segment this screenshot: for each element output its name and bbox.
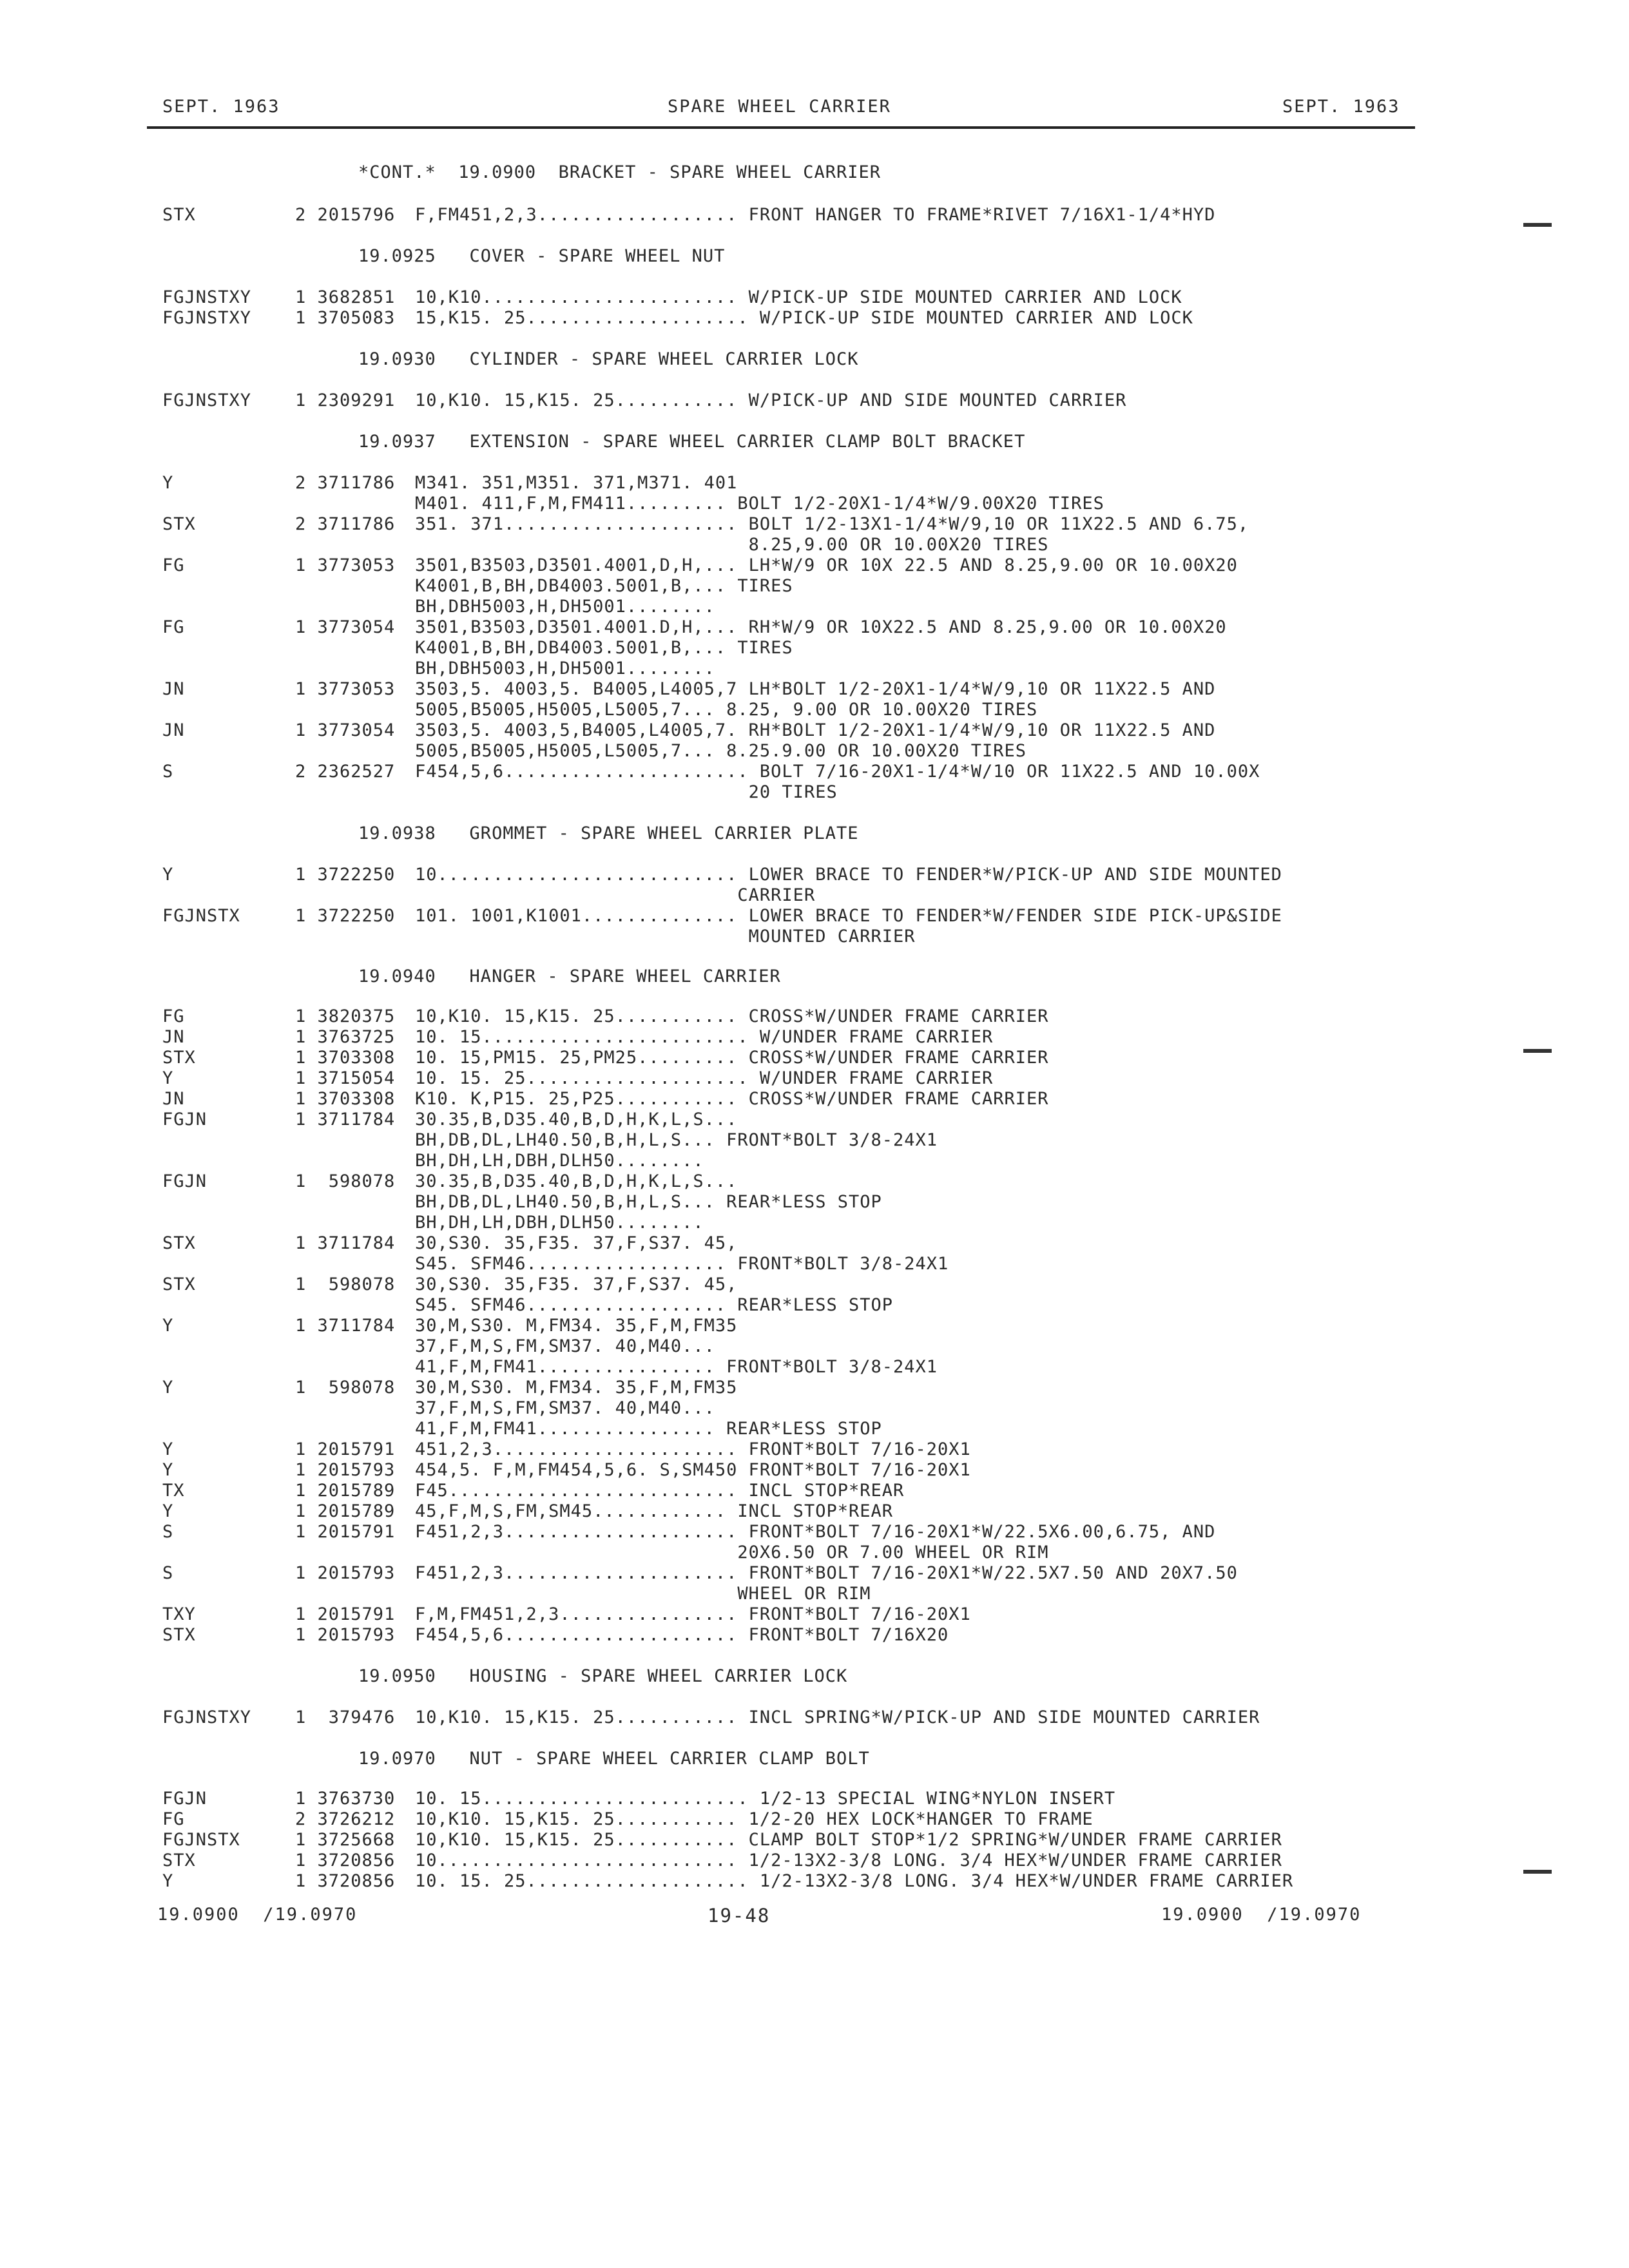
qty-part-number: 2 3711786	[295, 514, 396, 534]
section-heading: 19.0950 HOUSING - SPARE WHEEL CARRIER LOCK	[358, 1666, 848, 1686]
qty-part-number: 1 3773053	[295, 679, 396, 699]
part-description: S45. SFM46.................. REAR*LESS STOP	[415, 1295, 893, 1315]
part-description: MOUNTED CARRIER	[415, 927, 916, 947]
model-code: STX	[162, 514, 196, 534]
model-code: TX	[162, 1481, 185, 1501]
part-description: 3503,5. 4003,5. B4005,L4005,7 LH*BOLT 1/2-20X1-1/4*W/9,10 OR 11X22.5 AND	[415, 679, 1216, 699]
section-heading: 19.0925 COVER - SPARE WHEEL NUT	[358, 246, 726, 266]
model-code: Y	[162, 1460, 174, 1480]
model-code: FGJNSTX	[162, 906, 240, 926]
model-code: STX	[162, 1274, 196, 1294]
part-description: BH,DB,DL,LH40.50,B,H,L,S... FRONT*BOLT 3/8-24X1	[415, 1130, 938, 1150]
part-description: 10. 15. 25.................... 1/2-13X2-3/8 LONG. 3/4 HEX*W/UNDER FRAME CARRIER	[415, 1871, 1294, 1891]
qty-part-number: 1 3763725	[295, 1027, 396, 1047]
part-description: 3501,B3503,D3501.4001.D,H,... RH*W/9 OR 10X22.5 AND 8.25,9.00 OR 10.00X20	[415, 617, 1227, 637]
qty-part-number: 1 3773054	[295, 720, 396, 740]
qty-part-number: 1 3711784	[295, 1316, 396, 1336]
qty-part-number: 1 3703308	[295, 1048, 396, 1068]
part-description: 30,S30. 35,F35. 37,F,S37. 45,	[415, 1233, 738, 1253]
header-date-left: SEPT. 1963	[162, 97, 280, 117]
qty-part-number: 2 2015796	[295, 205, 396, 225]
qty-part-number: 1 3773053	[295, 555, 396, 575]
part-description: BH,DB,DL,LH40.50,B,H,L,S... REAR*LESS STOP	[415, 1192, 882, 1212]
part-description: F454,5,6..................... FRONT*BOLT 7/16X20	[415, 1625, 949, 1645]
model-code: STX	[162, 1625, 196, 1645]
model-code: Y	[162, 1316, 174, 1336]
part-description: 30.35,B,D35.40,B,D,H,K,L,S...	[415, 1110, 738, 1129]
model-code: FGJN	[162, 1110, 207, 1129]
qty-part-number: 1 3711784	[295, 1110, 396, 1129]
part-description: 30,M,S30. M,FM34. 35,F,M,FM35	[415, 1316, 738, 1336]
part-description: CARRIER	[415, 885, 816, 905]
model-code: Y	[162, 1439, 174, 1459]
qty-part-number: 1 3725668	[295, 1830, 396, 1850]
part-description: BH,DBH5003,H,DH5001........	[415, 658, 715, 678]
model-code: FG	[162, 617, 185, 637]
margin-mark	[1523, 1870, 1552, 1874]
qty-part-number: 1 3682851	[295, 287, 396, 307]
qty-part-number: 1 2015793	[295, 1460, 396, 1480]
section-heading: 19.0970 NUT - SPARE WHEEL CARRIER CLAMP BOLT	[358, 1749, 870, 1769]
part-description: 10. 15........................ W/UNDER FRAME CARRIER	[415, 1027, 994, 1047]
qty-part-number: 1 3705083	[295, 308, 396, 328]
part-description: 45,F,M,S,FM,SM45............ INCL STOP*REAR	[415, 1501, 893, 1521]
part-description: BH,DH,LH,DBH,DLH50........	[415, 1151, 704, 1171]
page-number: 19-48	[708, 1905, 771, 1927]
model-code: FG	[162, 1006, 185, 1026]
part-description: M401. 411,F,M,FM411......... BOLT 1/2-20X1-1/4*W/9.00X20 TIRES	[415, 494, 1104, 514]
part-description: K4001,B,BH,DB4003.5001,B,... TIRES	[415, 638, 793, 658]
part-description: 10........................... LOWER BRACE TO FENDER*W/PICK-UP AND SIDE MOUNTED	[415, 865, 1282, 885]
model-code: STX	[162, 205, 196, 225]
qty-part-number: 1 2015789	[295, 1501, 396, 1521]
part-description: 5005,B5005,H5005,L5005,7... 8.25, 9.00 OR 10.00X20 TIRES	[415, 700, 1038, 720]
qty-part-number: 1 598078	[295, 1274, 396, 1294]
model-code: STX	[162, 1048, 196, 1068]
qty-part-number: 1 3720856	[295, 1871, 396, 1891]
qty-part-number: 1 3722250	[295, 865, 396, 885]
model-code: FG	[162, 555, 185, 575]
section-heading: 19.0940 HANGER - SPARE WHEEL CARRIER	[358, 966, 781, 986]
part-description: 101. 1001,K1001.............. LOWER BRACE TO FENDER*W/FENDER SIDE PICK-UP&SIDE	[415, 906, 1282, 926]
qty-part-number: 1 3722250	[295, 906, 396, 926]
part-description: 10. 15,PM15. 25,PM25......... CROSS*W/UNDER FRAME CARRIER	[415, 1048, 1049, 1068]
part-description: 10,K10. 15,K15. 25........... INCL SPRING*W/PICK-UP AND SIDE MOUNTED CARRIER	[415, 1707, 1260, 1727]
part-description: M341. 351,M351. 371,M371. 401	[415, 473, 738, 493]
part-description: F,FM451,2,3.................. FRONT HANGER TO FRAME*RIVET 7/16X1-1/4*HYD	[415, 205, 1216, 225]
model-code: FGJNSTXY	[162, 1707, 252, 1727]
qty-part-number: 1 3773054	[295, 617, 396, 637]
part-description: 10,K10. 15,K15. 25........... 1/2-20 HEX LOCK*HANGER TO FRAME	[415, 1809, 1094, 1829]
qty-part-number: 1 379476	[295, 1707, 396, 1727]
qty-part-number: 1 598078	[295, 1171, 396, 1191]
part-description: F451,2,3..................... FRONT*BOLT 7/16-20X1*W/22.5X6.00,6.75, AND	[415, 1522, 1216, 1542]
qty-part-number: 1 3820375	[295, 1006, 396, 1026]
qty-part-number: 2 3711786	[295, 473, 396, 493]
model-code: JN	[162, 1027, 185, 1047]
model-code: Y	[162, 1068, 174, 1088]
part-description: 451,2,3...................... FRONT*BOLT 7/16-20X1	[415, 1439, 971, 1459]
model-code: Y	[162, 473, 174, 493]
model-code: Y	[162, 1378, 174, 1398]
part-description: 10........................... 1/2-13X2-3/8 LONG. 3/4 HEX*W/UNDER FRAME CARRIER	[415, 1850, 1282, 1870]
qty-part-number: 1 3703308	[295, 1089, 396, 1109]
model-code: Y	[162, 1501, 174, 1521]
model-code: Y	[162, 1871, 174, 1891]
model-code: STX	[162, 1850, 196, 1870]
part-description: 10,K10. 15,K15. 25........... CROSS*W/UNDER FRAME CARRIER	[415, 1006, 1049, 1026]
margin-mark	[1523, 1049, 1552, 1053]
part-description: 30,S30. 35,F35. 37,F,S37. 45,	[415, 1274, 738, 1294]
header-rule	[147, 126, 1415, 129]
qty-part-number: 1 2015791	[295, 1439, 396, 1459]
part-description: F45.......................... INCL STOP*REAR	[415, 1481, 905, 1501]
footer-range-left: 19.0900 /19.0970	[157, 1905, 358, 1925]
part-description: 10,K10. 15,K15. 25........... CLAMP BOLT STOP*1/2 SPRING*W/UNDER FRAME CARRIER	[415, 1830, 1282, 1850]
model-code: S	[162, 762, 174, 782]
qty-part-number: 1 2309291	[295, 390, 396, 410]
part-description: 5005,B5005,H5005,L5005,7... 8.25.9.00 OR 10.00X20 TIRES	[415, 741, 1027, 761]
margin-mark	[1523, 223, 1552, 227]
model-code: S	[162, 1522, 174, 1542]
part-description: 3503,5. 4003,5,B4005,L4005,7. RH*BOLT 1/2-20X1-1/4*W/9,10 OR 11X22.5 AND	[415, 720, 1216, 740]
qty-part-number: 1 3715054	[295, 1068, 396, 1088]
part-description: 30.35,B,D35.40,B,D,H,K,L,S...	[415, 1171, 738, 1191]
part-description: K10. K,P15. 25,P25........... CROSS*W/UNDER FRAME CARRIER	[415, 1089, 1049, 1109]
part-description: 20 TIRES	[415, 782, 838, 802]
qty-part-number: 1 2015789	[295, 1481, 396, 1501]
header-title: SPARE WHEEL CARRIER	[668, 97, 891, 117]
part-description: 41,F,M,FM41................ FRONT*BOLT 3/8-24X1	[415, 1357, 938, 1377]
part-description: BH,DBH5003,H,DH5001........	[415, 597, 715, 617]
model-code: FGJNSTXY	[162, 308, 252, 328]
section-heading: 19.0938 GROMMET - SPARE WHEEL CARRIER PLATE	[358, 823, 859, 843]
model-code: S	[162, 1563, 174, 1583]
qty-part-number: 1 598078	[295, 1378, 396, 1398]
qty-part-number: 1 3763730	[295, 1789, 396, 1809]
part-description: WHEEL OR RIM	[415, 1584, 871, 1604]
part-description: 30,M,S30. M,FM34. 35,F,M,FM35	[415, 1378, 738, 1398]
part-description: F,M,FM451,2,3................ FRONT*BOLT 7/16-20X1	[415, 1604, 971, 1624]
part-description: 10,K10. 15,K15. 25........... W/PICK-UP AND SIDE MOUNTED CARRIER	[415, 390, 1127, 410]
part-description: 15,K15. 25.................... W/PICK-UP SIDE MOUNTED CARRIER AND LOCK	[415, 308, 1193, 328]
part-description: 41,F,M,FM41................ REAR*LESS STOP	[415, 1419, 882, 1439]
model-code: FGJN	[162, 1171, 207, 1191]
model-code: STX	[162, 1233, 196, 1253]
section-heading: *CONT.* 19.0900 BRACKET - SPARE WHEEL CARRIER	[358, 162, 882, 182]
qty-part-number: 1 3711784	[295, 1233, 396, 1253]
qty-part-number: 1 2015791	[295, 1522, 396, 1542]
qty-part-number: 1 2015793	[295, 1625, 396, 1645]
model-code: TXY	[162, 1604, 196, 1624]
model-code: Y	[162, 865, 174, 885]
part-description: K4001,B,BH,DB4003.5001,B,... TIRES	[415, 576, 793, 596]
part-description: 10,K10....................... W/PICK-UP SIDE MOUNTED CARRIER AND LOCK	[415, 287, 1182, 307]
part-description: 351. 371..................... BOLT 1/2-13X1-1/4*W/9,10 OR 11X22.5 AND 6.75,	[415, 514, 1249, 534]
part-description: BH,DH,LH,DBH,DLH50........	[415, 1213, 704, 1233]
model-code: JN	[162, 720, 185, 740]
part-description: 37,F,M,S,FM,SM37. 40,M40...	[415, 1398, 715, 1418]
model-code: JN	[162, 679, 185, 699]
part-description: 3501,B3503,D3501.4001,D,H,... LH*W/9 OR 10X 22.5 AND 8.25,9.00 OR 10.00X20	[415, 555, 1238, 575]
section-heading: 19.0930 CYLINDER - SPARE WHEEL CARRIER LOCK	[358, 349, 859, 369]
part-description: 20X6.50 OR 7.00 WHEEL OR RIM	[415, 1542, 1049, 1562]
part-description: 8.25,9.00 OR 10.00X20 TIRES	[415, 535, 1049, 555]
model-code: FGJNSTX	[162, 1830, 240, 1850]
qty-part-number: 1 3720856	[295, 1850, 396, 1870]
model-code: FGJNSTXY	[162, 287, 252, 307]
model-code: FGJNSTXY	[162, 390, 252, 410]
header-date-right: SEPT. 1963	[1282, 97, 1400, 117]
qty-part-number: 2 3726212	[295, 1809, 396, 1829]
part-description: S45. SFM46.................. FRONT*BOLT 3/8-24X1	[415, 1254, 949, 1274]
part-description: F451,2,3..................... FRONT*BOLT 7/16-20X1*W/22.5X7.50 AND 20X7.50	[415, 1563, 1238, 1583]
qty-part-number: 1 2015793	[295, 1563, 396, 1583]
section-heading: 19.0937 EXTENSION - SPARE WHEEL CARRIER CLAMP BOLT BRACKET	[358, 432, 1026, 452]
model-code: FGJN	[162, 1789, 207, 1809]
part-description: F454,5,6...................... BOLT 7/16-20X1-1/4*W/10 OR 11X22.5 AND 10.00X	[415, 762, 1260, 782]
model-code: FG	[162, 1809, 185, 1829]
part-description: 37,F,M,S,FM,SM37. 40,M40...	[415, 1336, 715, 1356]
qty-part-number: 1 2015791	[295, 1604, 396, 1624]
footer-range-right: 19.0900 /19.0970	[1161, 1905, 1362, 1925]
part-description: 454,5. F,M,FM454,5,6. S,SM450 FRONT*BOLT 7/16-20X1	[415, 1460, 971, 1480]
part-description: 10. 15........................ 1/2-13 SPECIAL WING*NYLON INSERT	[415, 1789, 1116, 1809]
model-code: JN	[162, 1089, 185, 1109]
part-description: 10. 15. 25.................... W/UNDER FRAME CARRIER	[415, 1068, 994, 1088]
qty-part-number: 2 2362527	[295, 762, 396, 782]
